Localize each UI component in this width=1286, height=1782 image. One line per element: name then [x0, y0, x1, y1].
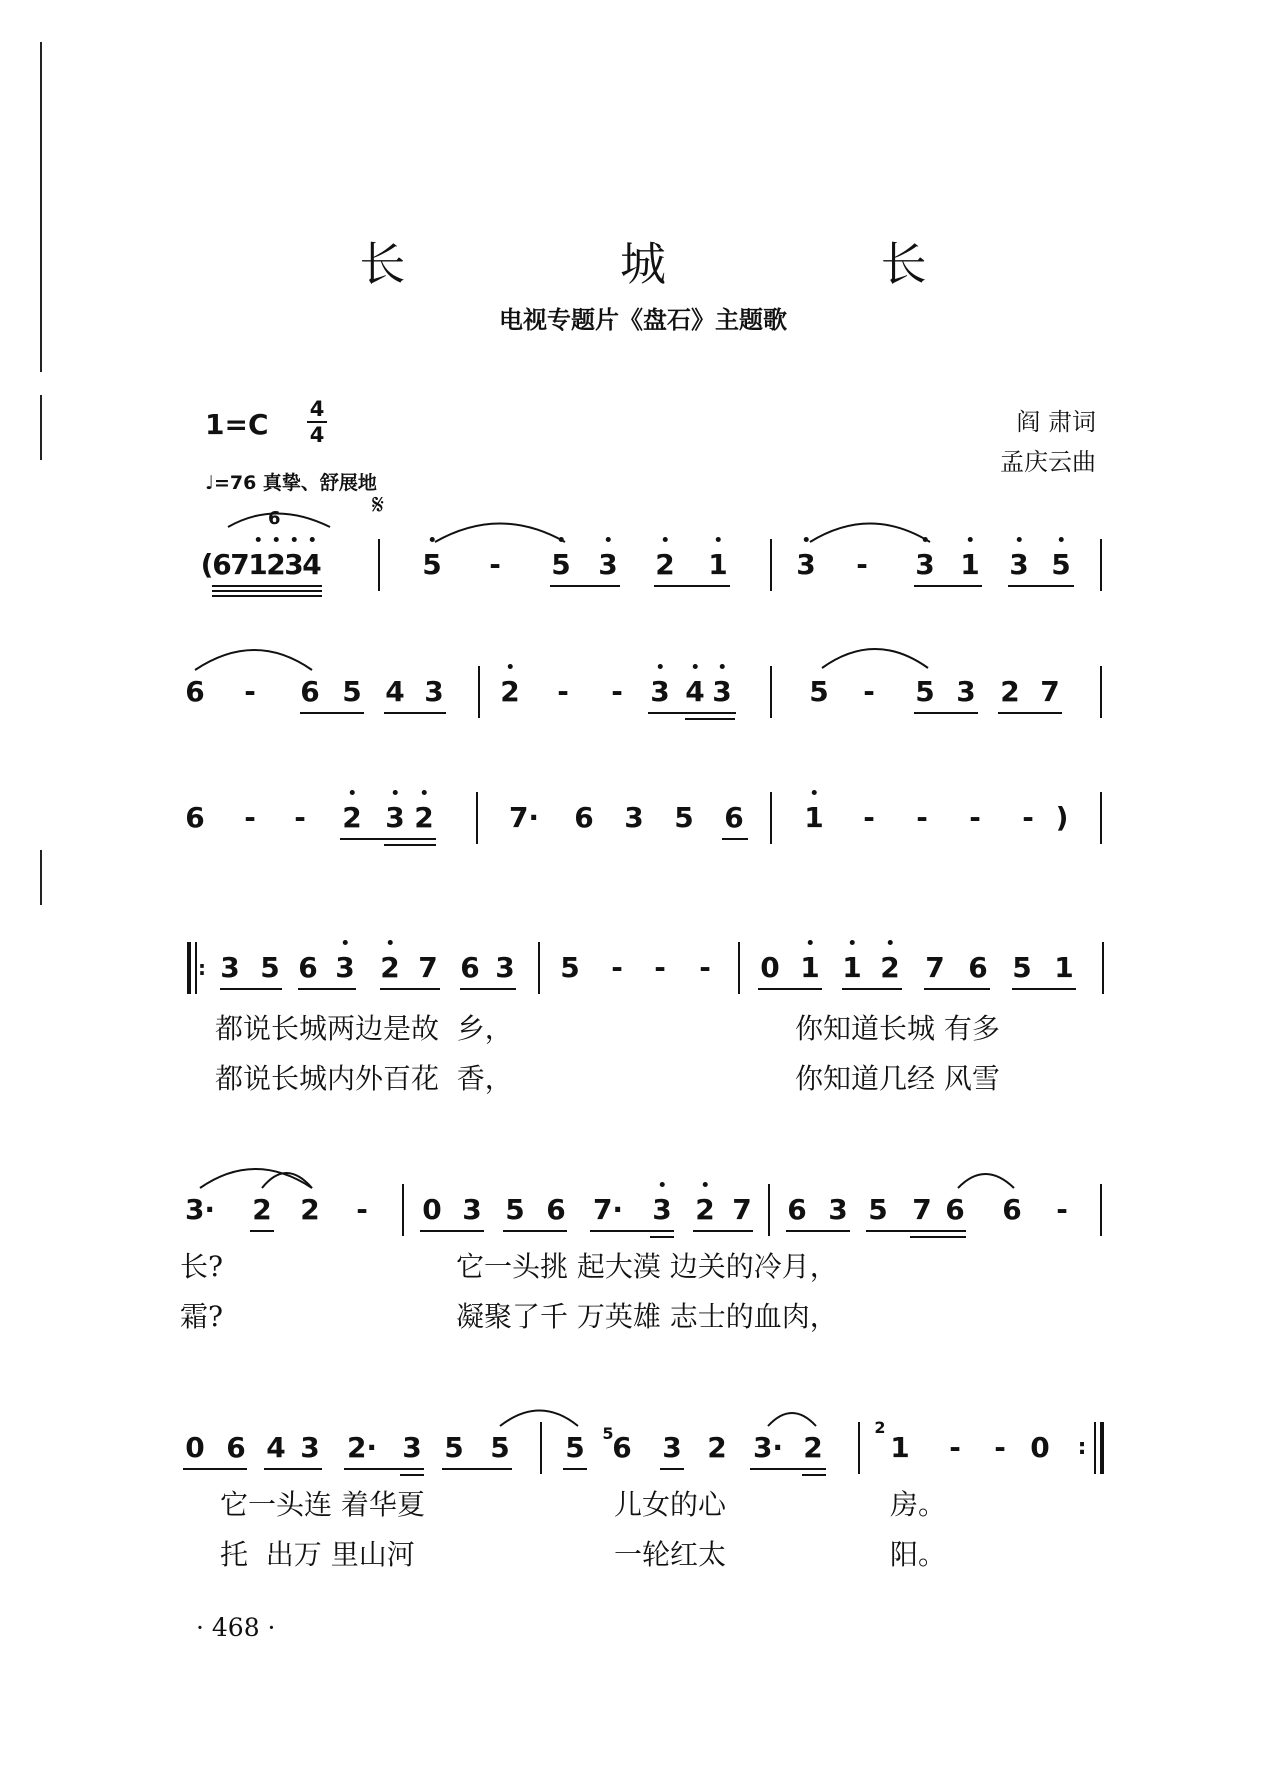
- segno-sign: 𝄋: [372, 488, 385, 521]
- scan-margin-line: [40, 395, 42, 460]
- composer-credit: 孟庆云曲: [1000, 448, 1096, 476]
- key-signature: 1=C: [205, 408, 269, 441]
- lyricist-credit: 阎 肃词: [1016, 408, 1096, 436]
- lyric-v1-line2a: 长?: [180, 1250, 224, 1283]
- music-system-1: ( 6 7 1 2 3 4 5 - 5 3 2 1 3 - 3 1 3 5: [0, 545, 1286, 615]
- tempo-marking: ♩=76 真挚、舒展地: [205, 472, 377, 494]
- page-number: · 468 ·: [196, 1613, 276, 1642]
- music-system-2: 6 - 6 5 4 3 2 - - 3 4 3 5 - 5 3 2 7: [0, 672, 1286, 742]
- song-subtitle: 电视专题片《盘石》主题歌: [499, 306, 787, 334]
- lyric-v2-line1a: 都说长城内外百花 香，: [215, 1062, 513, 1095]
- lyric-v2-line3a: 托 出万 里山河: [220, 1538, 415, 1571]
- lyric-v1-line3c: 房。: [890, 1488, 947, 1521]
- lyric-v2-line3b: 一轮红太: [614, 1538, 727, 1571]
- music-system-6: 0 6 4 3 2· 3 5 5 5 5 6 3 2 3· 2 2 1 - - 0 :: [0, 1428, 1286, 1498]
- time-signature: [307, 398, 327, 446]
- music-system-4: : 3 5 6 3 2 7 6 3 5 - - - 0 1 1 2 7 6 5 1: [0, 948, 1286, 1018]
- lyric-v2-line1b: 你知道几经 风雪: [795, 1062, 1000, 1095]
- lyric-v1-line1a: 都说长城两边是故 乡，: [215, 1012, 513, 1045]
- lyric-v2-line3c: 阳。: [890, 1538, 947, 1571]
- song-title: 长 城 长: [359, 237, 1027, 291]
- tuplet-label: 6: [268, 508, 281, 529]
- lyric-v2-line2b: 凝聚了千 万英雄 志士的血肉，: [456, 1300, 838, 1333]
- music-system-5: 3· 2 2 - 0 3 5 6 7· 3 2 7 6 3 5 7 6 6 -: [0, 1190, 1286, 1260]
- lyric-v1-line3a: 它一头连 着华夏: [220, 1488, 425, 1521]
- lyric-v2-line2a: 霜?: [180, 1300, 224, 1333]
- time-signature-top: 4: [309, 397, 325, 421]
- music-system-3: 6 - - 2 3 2 7· 6 3 5 6 1 - - - - ): [0, 798, 1286, 868]
- lyric-v1-line2b: 它一头挑 起大漠 边关的冷月，: [456, 1250, 838, 1283]
- time-signature-bottom: 4: [309, 423, 325, 447]
- lyric-v1-line1b: 你知道长城 有多: [795, 1012, 1000, 1045]
- lyric-v1-line3b: 儿女的心: [614, 1488, 727, 1521]
